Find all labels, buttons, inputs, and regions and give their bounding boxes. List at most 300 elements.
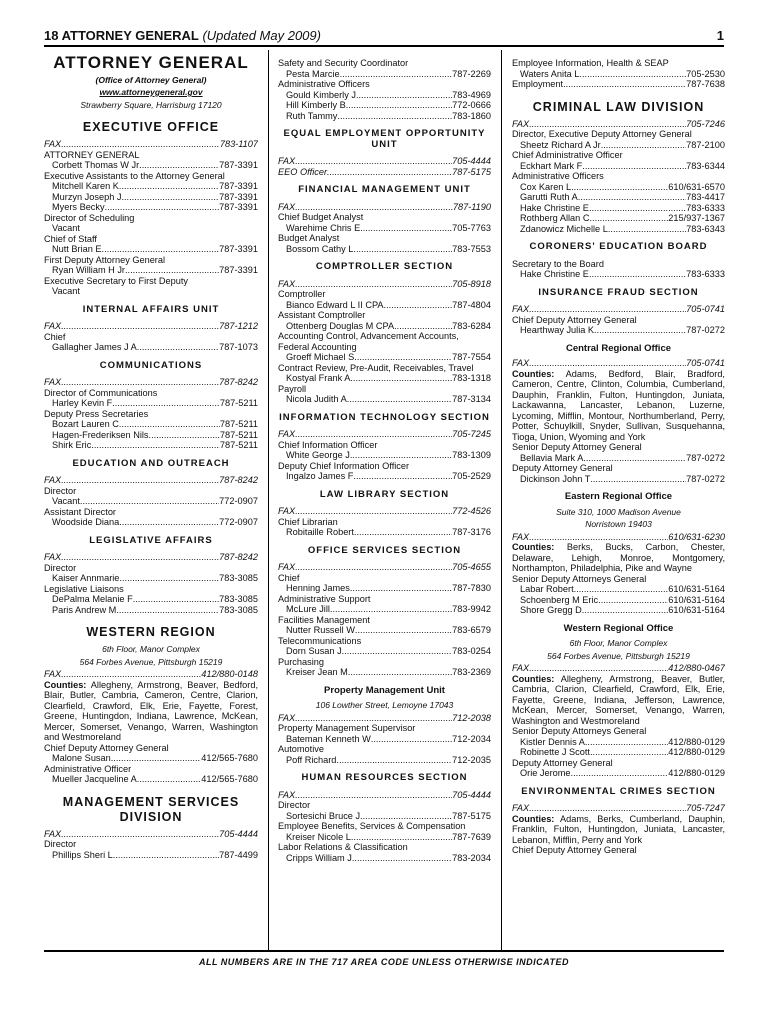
leader-dots (571, 182, 668, 193)
column-divider (501, 50, 502, 950)
leader-dots (61, 829, 219, 840)
phone-number: 772-0907 (219, 496, 258, 506)
directory-entry (512, 259, 725, 270)
entry-label: Assistant Director (44, 506, 116, 517)
phone-number: 787-7639 (452, 831, 491, 842)
directory-entry (278, 352, 491, 363)
leader-dots (295, 429, 452, 440)
section-address: 564 Forbes Avenue, Pittsburgh 15219 (547, 650, 690, 661)
directory-entry (512, 747, 725, 758)
entry-label: Nutter Russell W (286, 625, 355, 635)
leader-dots (582, 605, 668, 616)
directory-entry (44, 507, 258, 518)
leader-dots (601, 140, 686, 151)
entry-label: Shore Gregg D (520, 605, 582, 615)
fax-line (512, 358, 725, 369)
entry-label: Payroll (278, 383, 307, 394)
directory-entry (512, 213, 725, 224)
phone-number: 783-7553 (452, 243, 491, 254)
directory-entry (278, 58, 491, 69)
directory-section (512, 492, 725, 616)
section-heading: ENVIRONMENTAL CRIMES SECTION (521, 785, 716, 797)
directory-entry (512, 325, 725, 336)
phone-number: 787-7554 (452, 352, 491, 362)
entry-label: Kostyal Frank A (286, 373, 351, 383)
phone-number: 412/880-0129 (668, 736, 725, 747)
leader-dots (563, 79, 686, 90)
entry-label: Eckhart Mark F (520, 160, 583, 171)
directory-entry (278, 373, 491, 384)
counties-list (512, 542, 725, 574)
directory-entry (44, 594, 258, 605)
entry-label: Purchasing (278, 656, 324, 667)
directory-entry (278, 832, 491, 843)
phone-number: 783-1318 (452, 373, 491, 383)
entry-label: Bossom Cathy L (286, 243, 354, 254)
directory-entry (278, 636, 491, 647)
leader-dots (350, 583, 452, 594)
directory-section (512, 100, 725, 235)
section-heading: INFORMATION TECHNOLOGY SECTION (279, 411, 490, 423)
directory-section (44, 120, 258, 297)
fax-label: FAX (278, 201, 296, 212)
leader-dots (347, 394, 452, 405)
directory-entry (44, 839, 258, 850)
entry-label: Ruth Tammy (286, 110, 338, 121)
directory-entry (278, 625, 491, 636)
directory-entry (278, 90, 491, 101)
leader-dots (139, 160, 219, 171)
directory-entry (278, 300, 491, 311)
phone-number: 783-2034 (452, 852, 491, 863)
directory-section (512, 344, 725, 485)
entry-list (278, 58, 491, 121)
entry-label: Administrative Support (278, 593, 371, 604)
fax-line (278, 506, 491, 517)
phone-number: 787-0272 (686, 452, 725, 463)
entry-label: Ottenberg Douglas M CPA (286, 320, 395, 331)
directory-entry (512, 453, 725, 464)
fax-number: 787-8242 (219, 377, 258, 387)
section-heading: WESTERN REGION (86, 625, 216, 639)
entry-label: Groeff Michael S (286, 352, 355, 362)
phone-number: 215/937-1367 (668, 213, 725, 223)
leader-dots (351, 832, 452, 843)
section-address: 106 Lowther Street, Lemoyne 17043 (315, 700, 454, 710)
counties-text: Adams, Berks, Cumberland, Dauphin, Franklin, Fulton, Huntingdon, Juniata, Lancaster, Lebanon, Mifflin, Perry and York (512, 813, 726, 845)
entry-label: Ryan William H Jr (52, 265, 125, 275)
directory-entry (44, 398, 258, 409)
phone-number: 787-5211 (219, 440, 258, 450)
section-heading: EDUCATION AND OUTREACH (72, 457, 230, 469)
leader-dots (295, 713, 452, 724)
entry-label: Chief Deputy Attorney General (512, 845, 637, 855)
website-link[interactable]: www.attorneygeneral.gov (99, 87, 203, 97)
entry-label: Executive Assistants to the Attorney General (44, 170, 225, 181)
fax-line (44, 475, 258, 486)
fax-number: 705-7246 (686, 118, 725, 129)
entry-label: Kreiser Jean M (286, 667, 348, 677)
fax-number: 705-7247 (686, 803, 725, 813)
directory-entry (44, 496, 258, 507)
entry-label: First Deputy Attorney General (44, 254, 166, 265)
fax-label: FAX (44, 139, 62, 149)
directory-entry (44, 150, 258, 161)
leader-dots (529, 532, 668, 543)
leader-dots (61, 475, 219, 486)
leader-dots (295, 156, 452, 167)
entry-label: Labar Robert (520, 584, 574, 594)
directory-entry (278, 363, 491, 374)
phone-number: 412/565-7680 (201, 774, 258, 784)
agency-address: Strawberry Square, Harrisburg 17120 (80, 99, 222, 110)
directory-entry (44, 409, 258, 420)
fax-line (512, 304, 725, 315)
running-title: 18 ATTORNEY GENERAL (Updated May 2009) (44, 28, 321, 43)
directory-section (278, 490, 491, 538)
leader-dots (295, 790, 452, 801)
phone-number: 787-7830 (452, 583, 491, 593)
fax-number: 412/880-0148 (201, 669, 258, 679)
entry-label: Robitaille Robert (286, 527, 354, 537)
fax-label: FAX (44, 475, 62, 485)
directory-entry (512, 182, 725, 193)
entry-label: Accounting Control, Advancement Accounts, (278, 331, 459, 341)
fax-label: FAX (278, 712, 296, 723)
phone-number: 412/880-0129 (668, 747, 725, 757)
directory-entry (44, 160, 258, 171)
directory-entry (44, 486, 258, 497)
entry-label: Paris Andrew M (52, 604, 117, 615)
fax-line (278, 713, 491, 724)
directory-entry (278, 233, 491, 244)
leader-dots (578, 192, 686, 203)
phone-number: 783-1309 (452, 450, 491, 460)
fax-label: FAX (44, 552, 62, 562)
fax-line (44, 669, 258, 680)
directory-entry (512, 442, 725, 453)
leader-dots (589, 269, 686, 280)
entry-label: Gould Kimberly J (286, 89, 356, 100)
leader-dots (529, 304, 686, 315)
section-heading: FINANCIAL MANAGEMENT UNIT (298, 184, 471, 195)
phone-number: 610/631-5164 (668, 584, 725, 594)
phone-number: 787-2100 (686, 139, 725, 150)
section-heading: LAW LIBRARY SECTION (319, 488, 450, 500)
section-heading: COMPTROLLER SECTION (315, 261, 454, 272)
leader-dots (360, 223, 452, 234)
counties-list (44, 680, 258, 743)
directory-entry (278, 69, 491, 80)
directory-entry (44, 850, 258, 861)
phone-number: 783-3085 (219, 594, 258, 604)
fax-label: FAX (512, 531, 530, 542)
page-footer: ALL NUMBERS ARE IN THE 717 AREA CODE UNLESS OTHERWISE INDICATED (44, 950, 724, 967)
entry-label: Kreiser Nicole L (286, 831, 351, 842)
fax-line (44, 139, 258, 150)
directory-entry (44, 192, 258, 203)
entry-label: Phillips Sheri L (52, 849, 113, 860)
directory-section (278, 185, 491, 254)
fax-line (278, 202, 491, 213)
counties-label: Counties: (512, 368, 555, 379)
directory-entry (278, 594, 491, 605)
entry-label: Bellavia Mark A (520, 452, 584, 463)
phone-number: 783-9942 (452, 604, 491, 614)
entry-label: Mitchell Karen K (52, 181, 119, 191)
column-middle (278, 58, 491, 863)
directory-entry (278, 573, 491, 584)
directory-entry (44, 419, 258, 430)
directory-entry (512, 269, 725, 280)
section-address: 564 Forbes Avenue, Pittsburgh 15219 (79, 656, 223, 667)
directory-entry (44, 255, 258, 266)
directory-section (278, 129, 491, 177)
leader-dots (342, 646, 453, 657)
entry-label: Shirk Eric (52, 440, 92, 450)
phone-number: 787-3391 (219, 160, 258, 170)
directory-section (278, 686, 491, 766)
section-heading: Central Regional Office (565, 342, 672, 354)
fax-number: 705-0741 (686, 304, 725, 314)
entry-label: Bianco Edward L II CPA (286, 299, 384, 310)
entry-label: Myers Becky (52, 202, 105, 212)
phone-number: 783-6344 (686, 160, 725, 171)
phone-number: 783-3085 (219, 573, 258, 583)
entry-label: Deputy Attorney General (512, 757, 613, 768)
entry-label: Federal Accounting (278, 341, 357, 352)
directory-entry (278, 100, 491, 111)
leader-dots (529, 803, 686, 814)
entry-label: Corbett Thomas W Jr (52, 160, 140, 170)
entry-label: McLure Jill (286, 604, 330, 614)
directory-section (278, 773, 491, 863)
phone-number: 783-2369 (452, 667, 491, 677)
directory-entry (512, 69, 725, 80)
directory-entry (278, 723, 491, 734)
fax-number: 610/631-6230 (668, 531, 725, 542)
entry-label: Employee Benefits, Services & Compensation (278, 821, 466, 831)
fax-label: FAX (278, 278, 296, 289)
entry-label: Kistler Dennis A (520, 736, 585, 747)
entry-label: Bozart Lauren C (52, 419, 119, 429)
directory-section (512, 288, 725, 336)
column-divider (268, 50, 269, 950)
directory-entry (44, 265, 258, 276)
phone-number: 712-2035 (452, 754, 491, 765)
entry-label: Poff Richard (286, 754, 337, 765)
leader-dots (590, 474, 686, 485)
leader-dots (61, 321, 219, 332)
entry-label: Senior Deputy Attorneys General (512, 726, 647, 736)
section-heading: Property Management Unit (324, 684, 445, 696)
leader-dots (340, 69, 453, 80)
entry-label: Telecommunications (278, 635, 362, 646)
phone-number: 787-5211 (219, 398, 258, 408)
directory-entry (44, 774, 258, 785)
directory-section (44, 536, 258, 616)
section-heading: CRIMINAL LAW DIVISION (532, 99, 705, 114)
directory-entry (278, 604, 491, 615)
fax-label: FAX (278, 562, 296, 572)
directory-entry (278, 527, 491, 538)
directory-entry (44, 202, 258, 213)
leader-dots (105, 202, 220, 213)
entry-label: Chief of Staff (44, 233, 97, 244)
directory-entry (512, 574, 725, 585)
fax-line (44, 829, 258, 840)
phone-number: 787-3176 (452, 527, 491, 537)
directory-section (278, 546, 491, 678)
section-heading: INSURANCE FRAUD SECTION (538, 286, 699, 298)
directory-entry (512, 171, 725, 182)
leader-dots (111, 753, 202, 764)
fax-label: FAX (278, 506, 296, 516)
phone-number: 610/631-6570 (668, 181, 725, 192)
entry-label: Sheetz Richard A Jr (520, 139, 601, 150)
fax-label: FAX (44, 377, 62, 387)
counties-text: Allegheny, Armstrong, Beaver, Butler, Cambria, Clarion, Clearfield, Crawford, Elk, Erie, Fayette, Greene, Indiana, Jefferson, Lawrence, McKean, Mercer, Somerset, Venango, Warren, Washington and Westmoreland (512, 673, 725, 726)
directory-entry (278, 811, 491, 822)
directory-entry (278, 853, 491, 864)
fax-number: 705-4444 (219, 828, 258, 839)
directory-entry (44, 342, 258, 353)
entry-label: Woodside Diana (52, 517, 120, 527)
leader-dots (384, 300, 453, 311)
entry-label: Property Management Supervisor (278, 723, 416, 733)
leader-dots (585, 737, 668, 748)
entry-label: Deputy Press Secretaries (44, 408, 149, 419)
directory-entry (512, 192, 725, 203)
entry-label: Chief Information Officer (278, 439, 378, 450)
entry-label: Chief Deputy Attorney General (512, 314, 637, 325)
section-heading: INTERNAL AFFAIRS UNIT (82, 303, 220, 315)
directory-entry (278, 212, 491, 223)
directory-entry (278, 734, 491, 745)
section-heading: EXECUTIVE OFFICE (82, 120, 220, 134)
column-right (512, 58, 725, 856)
leader-dots (295, 562, 452, 573)
entry-label: Administrative Officer (44, 763, 132, 774)
entry-label: Assistant Comptroller (278, 310, 366, 320)
leader-dots (354, 527, 452, 538)
section-heading: OFFICE SERVICES SECTION (307, 544, 462, 556)
leader-dots (574, 584, 669, 595)
directory-entry (278, 583, 491, 594)
fax-label: FAX (512, 118, 530, 129)
entry-label: Zdanowicz Michelle L (520, 223, 608, 234)
phone-number: 787-3391 (219, 191, 258, 202)
phone-number: 787-4804 (452, 299, 491, 310)
section-heading: MANAGEMENT SERVICES DIVISION (62, 794, 240, 824)
entry-label: FAX (278, 156, 296, 166)
entry-label: Waters Anita L (520, 68, 580, 79)
leader-dots (582, 161, 686, 172)
directory-entry (278, 461, 491, 472)
fax-label: FAX (512, 358, 530, 368)
entry-label: Orie Jerome (520, 768, 571, 778)
entry-list (512, 58, 725, 90)
directory-entry (278, 167, 491, 178)
entry-label: Chief Administrative Officer (512, 150, 623, 160)
leader-dots (119, 573, 219, 584)
directory-section (512, 624, 725, 779)
leader-dots (61, 139, 220, 150)
directory-entry (278, 223, 491, 234)
entry-label: Vacant (52, 286, 80, 296)
directory-entry (512, 224, 725, 235)
section-address: 6th Floor, Manor Complex (102, 644, 200, 654)
entry-label: DePalma Melanie F (52, 594, 133, 604)
phone-number: 783-6333 (686, 202, 725, 213)
entry-label: Nutt Brian E (52, 244, 102, 254)
directory-entry (44, 388, 258, 399)
directory-section (512, 242, 725, 280)
section-heading: LEGISLATIVE AFFAIRS (89, 534, 213, 546)
section-address: 6th Floor, Manor Complex (569, 638, 668, 648)
directory-entry (44, 743, 258, 754)
phone-number: 412/565-7680 (201, 753, 258, 763)
phone-number: 783-1860 (452, 110, 491, 121)
phone-number: 787-5211 (219, 419, 258, 429)
fax-number: 772-4526 (452, 506, 491, 516)
directory-section (44, 361, 258, 451)
entry-label: Director, Executive Deputy Attorney General (512, 129, 692, 139)
entry-label: Director of Scheduling (44, 212, 135, 223)
directory-section (278, 413, 491, 482)
counties-text: Allegheny, Armstrong, Beaver, Bedford, Blair, Butler, Cambria, Cameron, Centre, Clarion, Clearfield, Crawford, Elk, Erie, Fayette, Forest, Greene, Huntingdon, Indiana, Lawrence, McKean, Mercer, Somerset, Venango, Warren, Washington and Westmoreland (44, 679, 259, 742)
phone-number: 787-3391 (219, 265, 258, 275)
phone-number: 787-3134 (452, 394, 491, 404)
directory-entry (44, 573, 258, 584)
leader-dots (119, 181, 219, 192)
leader-dots (346, 100, 452, 111)
entry-label: Chief Deputy Attorney General (44, 742, 169, 753)
leader-dots (360, 811, 452, 822)
entry-label: Hearthway Julia K (520, 325, 595, 335)
fax-line (512, 803, 725, 814)
phone-number: 783-6579 (452, 625, 491, 635)
entry-label: Director of Communications (44, 387, 158, 398)
leader-dots (102, 244, 220, 255)
phone-number: 787-1073 (219, 342, 258, 352)
phone-number: 783-6343 (686, 223, 725, 234)
directory-entry (512, 845, 725, 856)
section-heading: EQUAL EMPLOYMENT OPPORTUNITY UNIT (283, 128, 486, 150)
directory-entry (278, 755, 491, 766)
directory-entry (44, 223, 258, 234)
column-left (44, 53, 259, 860)
phone-number: 712-2034 (452, 733, 491, 744)
entry-label: ATTORNEY GENERAL (44, 149, 140, 160)
entry-label: Chief (278, 572, 300, 583)
directory-entry (512, 474, 725, 485)
entry-label: Cox Karen L (520, 181, 572, 192)
leader-dots (529, 358, 686, 369)
directory-entry (44, 244, 258, 255)
counties-list (512, 369, 725, 443)
leader-dots (353, 471, 452, 482)
directory-entry (278, 310, 491, 321)
entry-label: Director (44, 839, 77, 849)
directory-entry (512, 58, 725, 69)
directory-entry (278, 289, 491, 300)
directory-entry (512, 315, 725, 326)
entry-label: Facilities Management (278, 614, 370, 625)
leader-dots (61, 552, 219, 563)
directory-section (44, 459, 258, 528)
directory-entry (278, 440, 491, 451)
